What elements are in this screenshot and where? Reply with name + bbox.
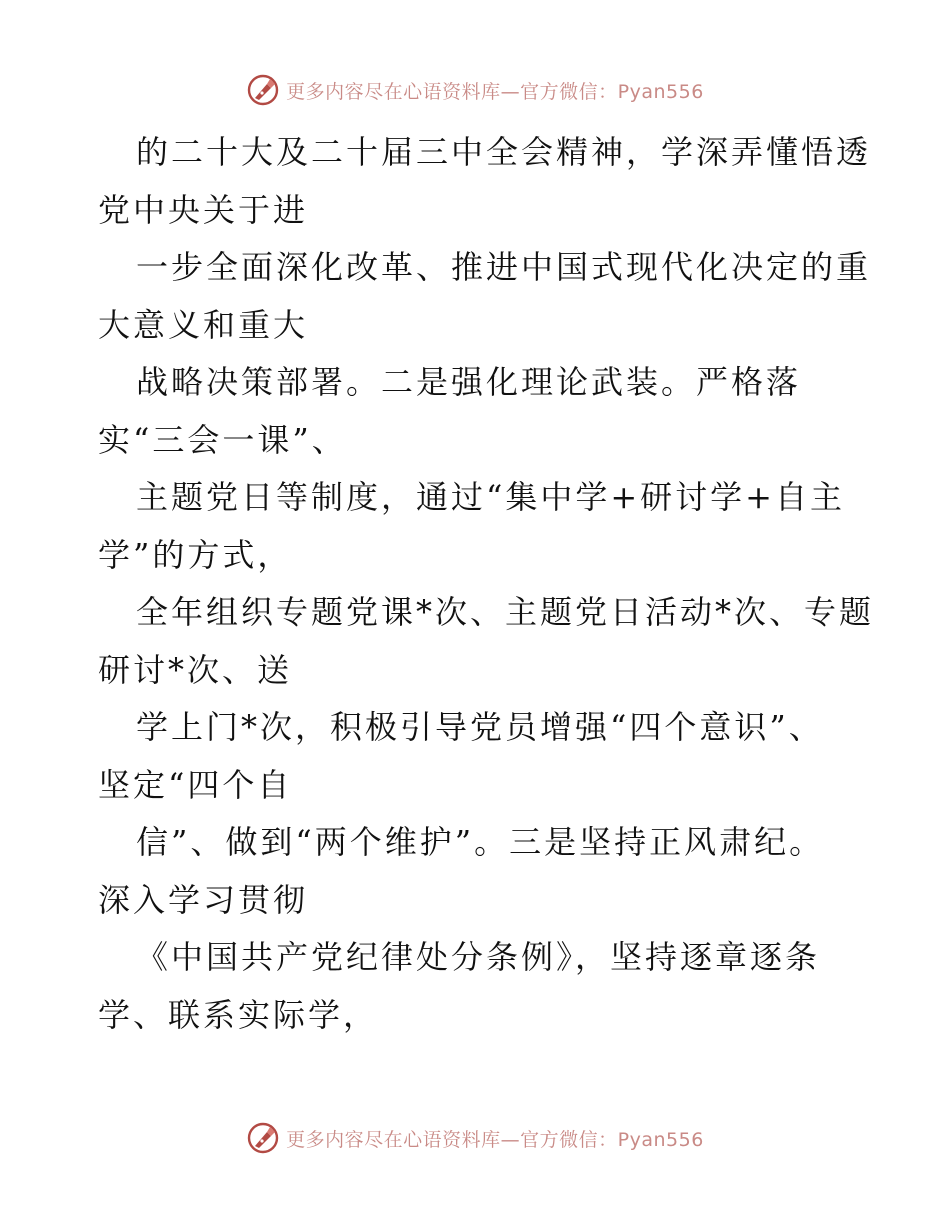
text-line [98,699,898,757]
header-watermark [0,70,950,110]
text-line [98,757,898,815]
text-line [98,239,898,297]
text-line [98,297,898,355]
text-line-content: 学、联系实际学， [98,995,379,1034]
text-line-content: 党中央关于进 [98,190,309,229]
document-body [98,124,898,1044]
text-line [98,584,898,642]
watermark-text: 更多内容尽在心语资料库—官方微信：Pyan556 [286,80,704,103]
text-line-content: 主题党日等制度，通过“集中学+研讨学+自主 [136,478,845,516]
text-line-content: 信”、做到“两个维护”。三是坚持正风肃纪。 [136,823,825,861]
text-line [98,814,898,872]
text-line [98,354,898,412]
text-line-content: 全年组织专题党课*次、主题党日活动*次、专题 [136,593,875,631]
text-line [98,412,898,470]
text-line [98,872,898,930]
text-line-content: 战略决策部署。二是强化理论武装。严格落 [136,363,802,401]
text-line-content: 一步全面深化改革、推进中国式现代化决定的重 [136,248,872,286]
watermark-text: 更多内容尽在心语资料库—官方微信：Pyan556 [286,1128,704,1151]
text-line [98,124,898,182]
text-line-content: 学上门*次，积极引导党员增强“四个意识”、 [136,708,824,746]
text-line [98,469,898,527]
text-line [98,929,898,987]
text-line-content: 研讨*次、送 [98,650,293,689]
pen-nib-circle-icon [246,1121,280,1155]
text-line [98,987,898,1045]
text-line [98,182,898,240]
pen-nib-circle-icon [246,73,280,107]
text-line-content: 的二十大及二十届三中全会精神，学深弄懂悟透 [136,133,872,171]
text-line-content: 《中国共产党纪律处分条例》，坚持逐章逐条 [136,938,821,976]
text-line [98,527,898,585]
text-line-content: 坚定“四个自 [98,765,293,804]
footer-watermark [0,1118,950,1158]
text-line-content: 大意义和重大 [98,305,309,344]
text-line-content: 学”的方式， [98,535,293,574]
text-line-content: 深入学习贯彻 [98,880,309,919]
text-line-content: 实“三会一课”、 [98,420,347,459]
text-line [98,642,898,700]
